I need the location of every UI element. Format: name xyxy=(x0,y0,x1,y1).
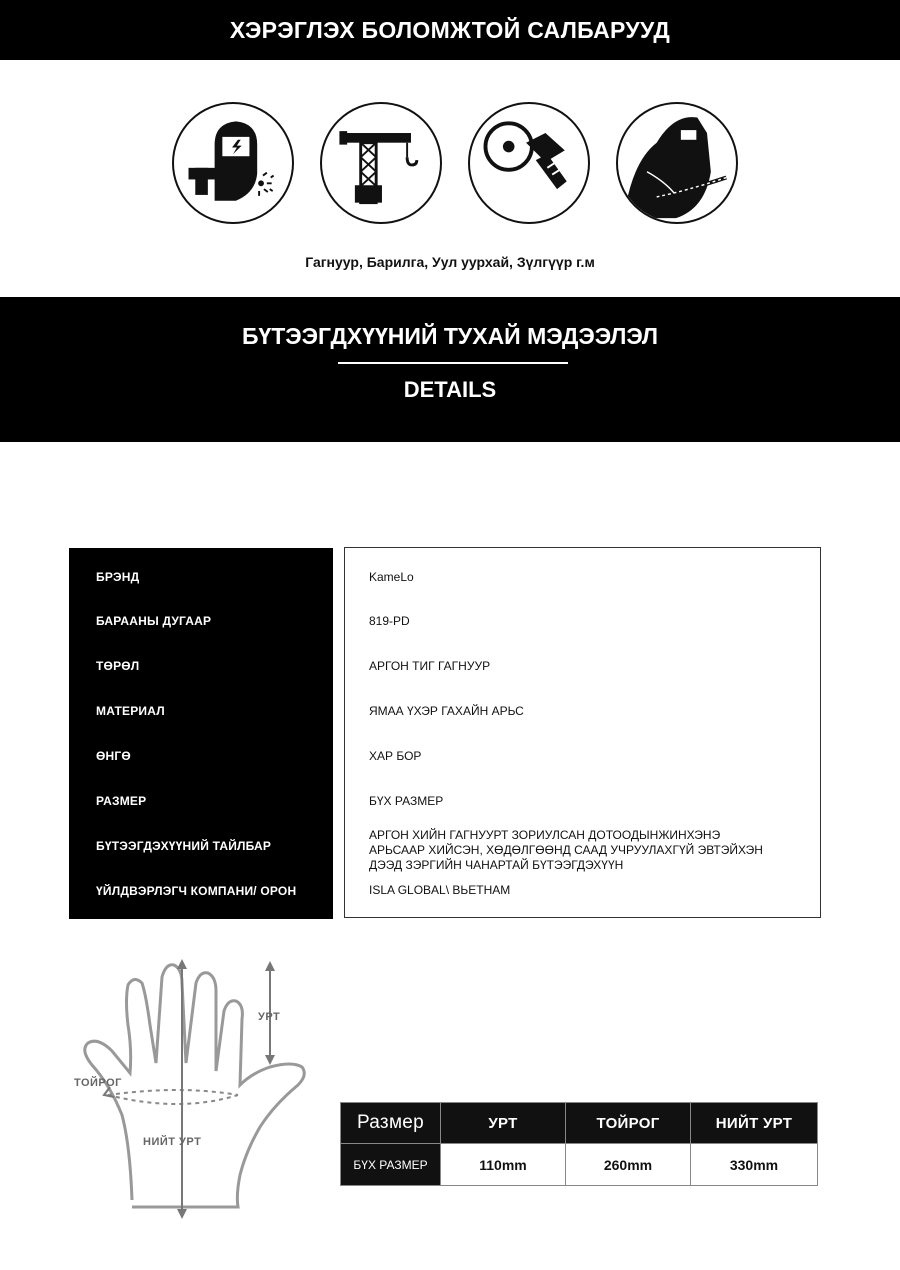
spec-value-item-number: 819-PD xyxy=(369,614,410,628)
spec-value-size: БҮХ РАЗМЕР xyxy=(369,794,444,808)
hand-length-label: УРТ xyxy=(258,1011,281,1023)
spec-label-size: РАЗМЕР xyxy=(96,794,147,808)
size-table-header-circumference: ТОЙРОГ xyxy=(566,1103,691,1144)
size-table-row-total-length: 330mm xyxy=(691,1144,818,1186)
spec-value-color: ХАР БОР xyxy=(369,749,422,763)
welder-torch-icon xyxy=(616,102,738,224)
hand-total-length-label: НИЙТ УРТ xyxy=(143,1136,202,1148)
size-table-row-circumference: 260mm xyxy=(566,1144,691,1186)
size-table-header-length: УРТ xyxy=(441,1103,566,1144)
details-divider xyxy=(338,362,568,364)
hand-measurement-diagram xyxy=(70,955,320,1225)
welding-helmet-icon xyxy=(172,102,294,224)
spec-label-color: ӨНГӨ xyxy=(96,749,131,763)
spec-value-manufacturer: ISLA GLOBAL\ ВЬЕТНАМ xyxy=(369,883,511,897)
industry-icons-row xyxy=(0,102,900,224)
spec-value-description-line-3: ДЭЭД ЗЭРГИЙН ЧАНАРТАЙ БҮТЭЭГДЭХҮҮН xyxy=(369,858,624,872)
details-banner xyxy=(0,297,900,442)
spec-label-type: ТӨРӨЛ xyxy=(96,659,140,673)
spec-value-brand: KameLo xyxy=(369,570,414,584)
spec-value-description-line-1: АРГОН ХИЙН ГАГНУУРТ ЗОРИУЛСАН ДОТООДЫНЖИНХЭНЭ xyxy=(369,828,721,842)
details-subtitle: DETAILS xyxy=(403,377,497,402)
size-table-row-length: 110mm xyxy=(441,1144,566,1186)
applicable-industries-title: ХЭРЭГЛЭХ БОЛОМЖТОЙ САЛБАРУУД xyxy=(229,16,671,43)
spec-value-type: АРГОН ТИГ ГАГНУУР xyxy=(369,659,491,673)
details-title: БҮТЭЭГДХҮҮНИЙ ТУХАЙ МЭДЭЭЛЭЛ xyxy=(241,323,659,349)
construction-crane-icon xyxy=(320,102,442,224)
applicable-industries-banner xyxy=(0,0,900,60)
spec-value-description-line-2: АРЬСААР ХИЙСЭН, ХӨДӨЛГӨӨНД СААД УЧРУУЛАХГҮЙ ЭВТЭЙХЭН xyxy=(369,843,763,857)
industries-caption: Гагнуур, Барилга, Уул уурхай, Зүлгүүр г.м xyxy=(305,254,595,270)
spec-labels-panel xyxy=(69,548,333,919)
spec-label-material: МАТЕРИАЛ xyxy=(96,704,165,718)
hand-outline-icon xyxy=(70,955,320,1225)
spec-label-item-number: БАРААНЫ ДУГААР xyxy=(96,614,212,628)
spec-label-brand: БРЭНД xyxy=(96,570,140,584)
spec-value-material: ЯМАА ҮХЭР ГАХАЙН АРЬС xyxy=(369,704,524,718)
spec-label-manufacturer: ҮЙЛДВЭРЛЭГЧ КОМПАНИ/ ОРОН xyxy=(96,884,297,898)
angle-grinder-icon xyxy=(468,102,590,224)
spec-values-panel xyxy=(344,547,821,918)
size-table-header-row xyxy=(341,1103,818,1144)
size-table-header-total-length: НИЙТ УРТ xyxy=(691,1103,818,1144)
size-table xyxy=(340,1102,818,1186)
hand-circumference-label: ТОЙРОГ xyxy=(74,1077,122,1089)
spec-label-description: БҮТЭЭГДЭХҮҮНИЙ ТАЙЛБАР xyxy=(96,839,272,853)
size-table-header-size: Размер xyxy=(341,1103,441,1144)
table-row xyxy=(341,1144,818,1186)
size-table-row-size: БҮХ РАЗМЕР xyxy=(341,1144,441,1186)
